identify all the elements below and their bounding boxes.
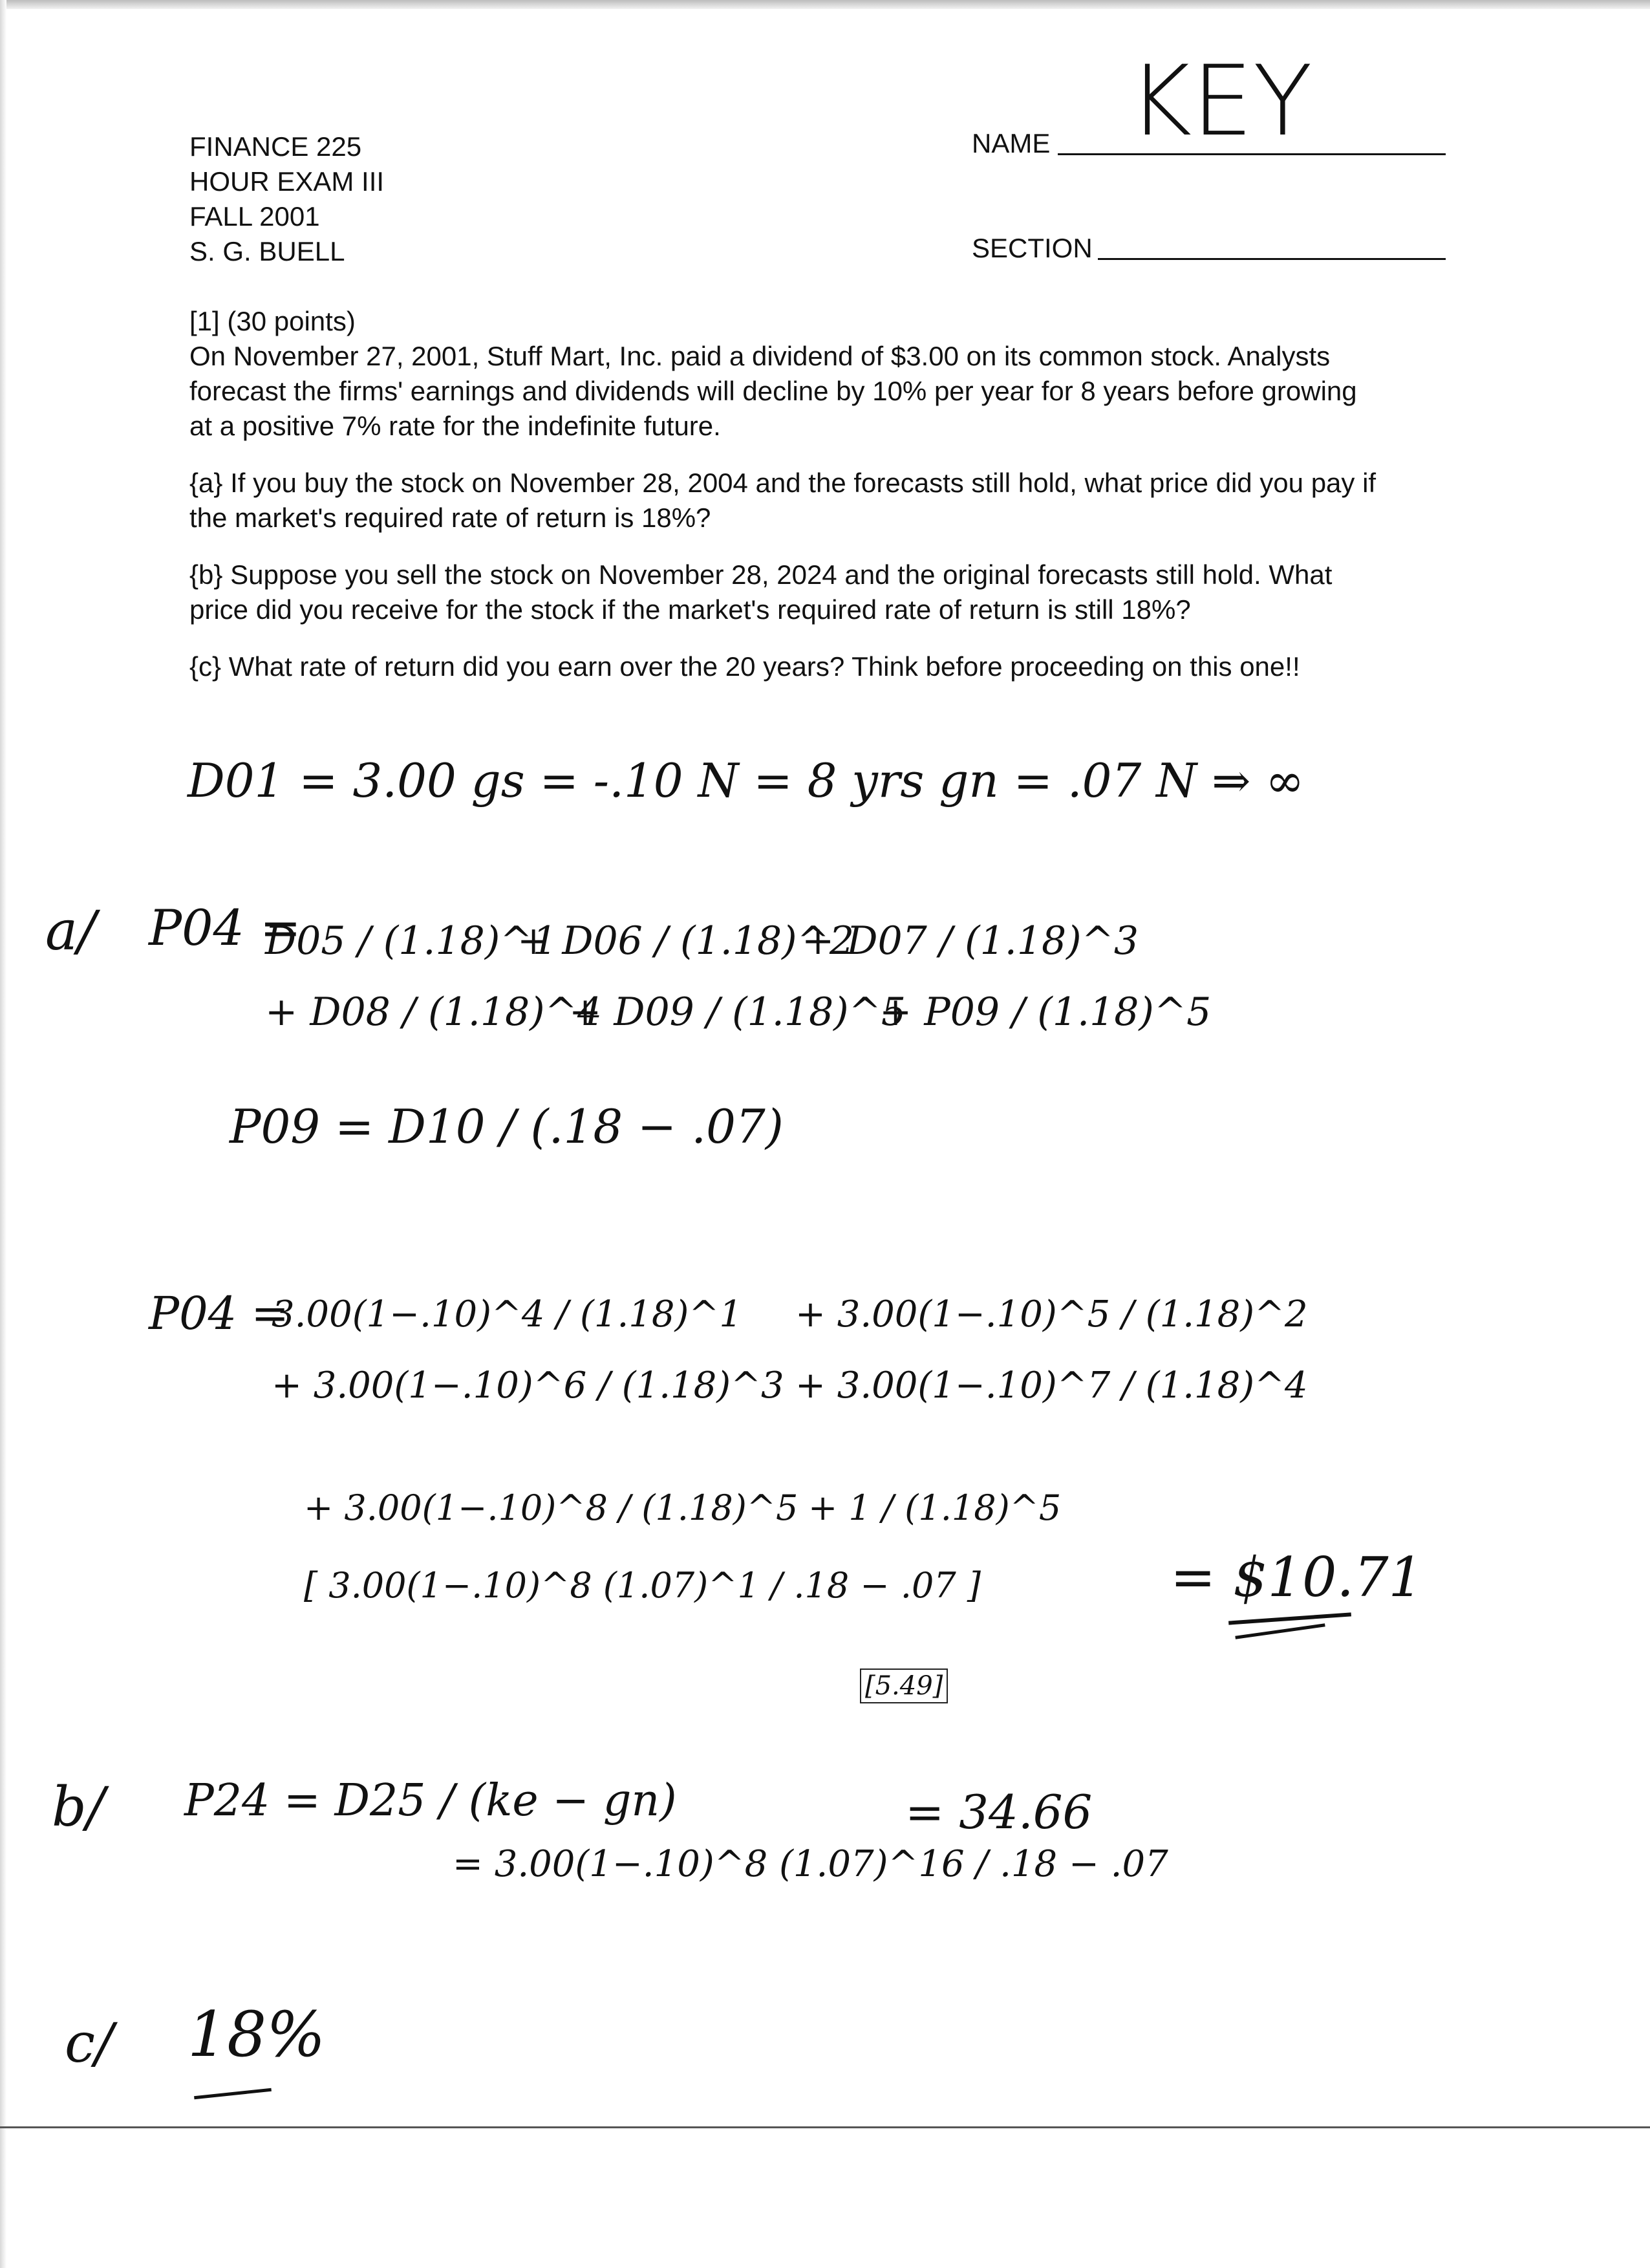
name-value-handwritten: KEY bbox=[1128, 45, 1312, 158]
part-b-line-1: {b} Suppose you sell the stock on November 28, 2024 and the original forecasts still hold. What bbox=[189, 559, 1333, 590]
part-a-eq3-term-2: + 3.00(1−.10)^5 / (1.18)^2 bbox=[795, 1293, 1308, 1335]
question-body-line-3: at a positive 7% rate for the indefinite future. bbox=[189, 411, 721, 441]
question-body-line-1: On November 27, 2001, Stuff Mart, Inc. paid a dividend of $3.00 on its common stock. Analysts bbox=[189, 341, 1331, 371]
part-b-expr: = 3.00(1−.10)^8 (1.07)^16 / .18 − .07 bbox=[453, 1843, 1168, 1885]
part-c-answer: 18% bbox=[188, 1998, 326, 2071]
part-c-label: c/ bbox=[65, 2011, 114, 2075]
name-label: NAME bbox=[972, 128, 1051, 158]
part-a-result-underline-2 bbox=[1235, 1623, 1325, 1639]
instructor: S. G. BUELL bbox=[189, 236, 345, 266]
part-a-eq4-term-2: + 1 / (1.18)^5 bbox=[808, 1487, 1062, 1528]
course-title: FINANCE 225 bbox=[189, 131, 362, 162]
part-a-eq3-term-1: 3.00(1−.10)^4 / (1.18)^1 bbox=[272, 1293, 742, 1335]
section-label: SECTION bbox=[972, 233, 1093, 263]
part-a-eq3-term-3: + 3.00(1−.10)^6 / (1.18)^3 bbox=[272, 1365, 784, 1407]
part-a-line-2: the market's required rate of return is 18%? bbox=[189, 502, 711, 533]
part-b-line-2: price did you receive for the stock if the market's required rate of return is still 18%? bbox=[189, 594, 1191, 625]
givens-handwritten: D01 = 3.00 gs = -.10 N = 8 yrs gn = .07 N ⇒ ∞ bbox=[188, 753, 1305, 808]
scan-edge-left bbox=[0, 0, 6, 2268]
question-heading: [1] (30 points) bbox=[189, 306, 356, 336]
part-b-result: = 34.66 bbox=[905, 1785, 1093, 1839]
part-a-note: [5.49] bbox=[860, 1669, 948, 1703]
part-a-eq4-term-1: + 3.00(1−.10)^8 / (1.18)^5 bbox=[304, 1487, 798, 1528]
part-a-result-underline bbox=[1228, 1612, 1351, 1625]
part-a-eq1-term-5: + D09 / (1.18)^5 bbox=[569, 989, 906, 1035]
term: FALL 2001 bbox=[189, 201, 320, 232]
part-a-eq2: P09 = D10 / (.18 − .07) bbox=[230, 1099, 784, 1154]
part-a-eq3-term-4: + 3.00(1−.10)^7 / (1.18)^4 bbox=[795, 1365, 1308, 1407]
part-c-underline bbox=[194, 2088, 272, 2100]
exam-title: HOUR EXAM III bbox=[189, 166, 385, 197]
part-a-eq1-term-2: + D06 / (1.18)^2 bbox=[517, 918, 855, 964]
part-a-eq1-term-6: + P09 / (1.18)^5 bbox=[879, 989, 1212, 1035]
exam-header bbox=[189, 129, 384, 269]
part-a-line-1: {a} If you buy the stock on November 28, 2004 and the forecasts still hold, what price did you pay if bbox=[189, 468, 1377, 498]
page-bottom-rule bbox=[0, 2126, 1650, 2128]
part-c: {c} What rate of return did you earn over the 20 years? Think before proceeding on this one!! bbox=[189, 651, 1300, 682]
part-b-eq: P24 = D25 / (ke − gn) bbox=[184, 1775, 677, 1826]
part-a-eq3-lhs: P04 = bbox=[149, 1287, 290, 1340]
part-a-eq1-lhs: P04 = bbox=[149, 899, 301, 956]
part-a-eq1-term-1: D05 / (1.18)^1 bbox=[265, 918, 557, 964]
question-body-line-2: forecast the firms' earnings and dividends will decline by 10% per year for 8 years before growing bbox=[189, 376, 1357, 406]
section-line bbox=[1098, 258, 1446, 260]
question-1 bbox=[189, 304, 1470, 684]
part-a-eq1-term-3: + D07 / (1.18)^3 bbox=[802, 918, 1139, 964]
part-a-eq4-term-3: [ 3.00(1−.10)^8 (1.07)^1 / .18 − .07 ] bbox=[304, 1565, 981, 1606]
part-a-result: = $10.71 bbox=[1170, 1546, 1424, 1609]
part-a-label: a/ bbox=[45, 899, 96, 962]
part-a-eq1-term-4: + D08 / (1.18)^4 bbox=[265, 989, 603, 1035]
part-b-label: b/ bbox=[52, 1775, 105, 1839]
scan-edge-top bbox=[0, 0, 1650, 9]
